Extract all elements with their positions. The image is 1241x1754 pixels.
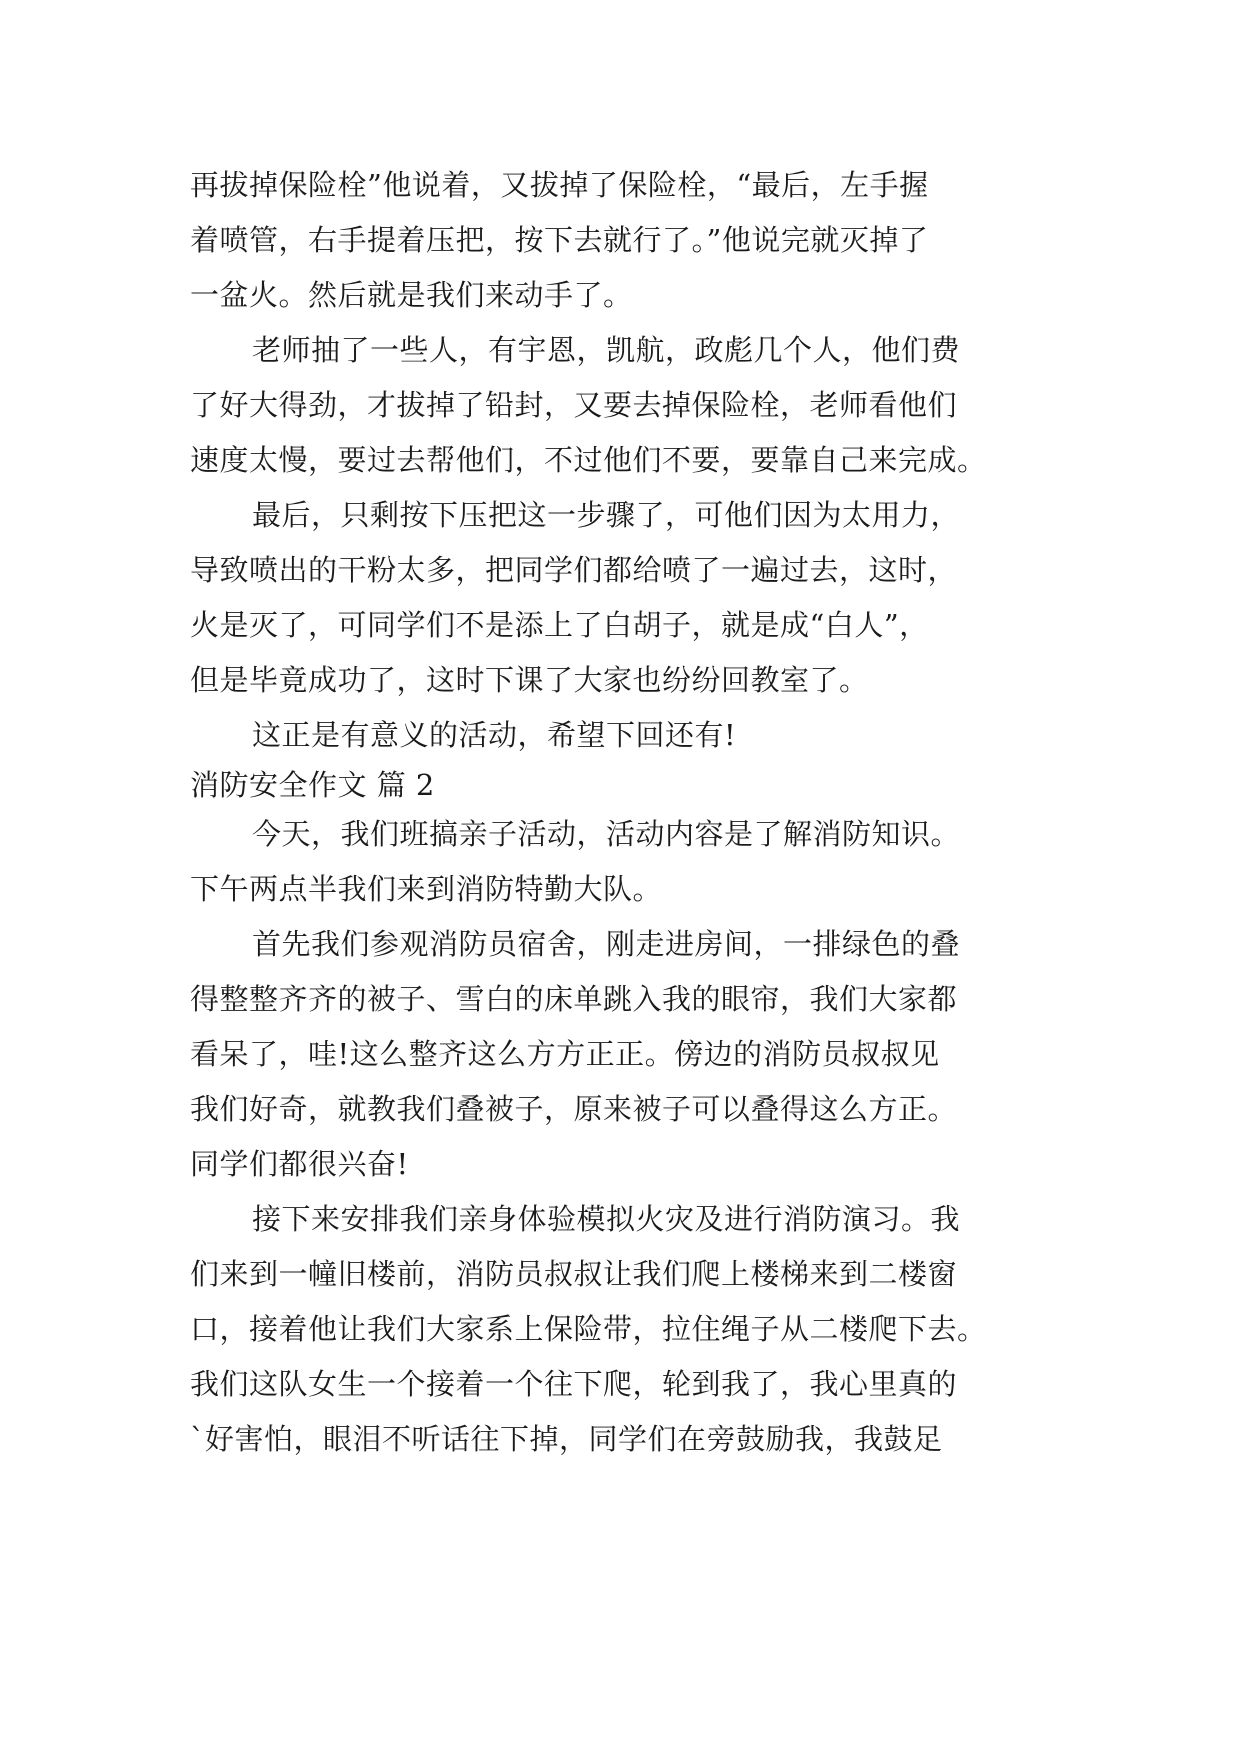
text-line: 今天，我们班搞亲子活动，活动内容是了解消防知识。 xyxy=(252,817,961,851)
text-line: 最后，只剩按下压把这一步骤了，可他们因为太用力， xyxy=(252,498,961,532)
text-line: 首先我们参观消防员宿舍，刚走进房间，一排绿色的叠 xyxy=(252,927,961,961)
text-line: 我们这队女生一个接着一个往下爬，轮到我了，我心里真的 xyxy=(190,1367,958,1401)
text-line: 导致喷出的干粉太多，把同学们都给喷了一遍过去，这时， xyxy=(190,553,958,587)
paragraph xyxy=(190,708,1060,763)
text-line: 看呆了，哇!这么整齐这么方方正正。傍边的消防员叔叔见 xyxy=(190,1037,940,1071)
text-line: 们来到一幢旧楼前，消防员叔叔让我们爬上楼梯来到二楼窗 xyxy=(190,1257,958,1291)
text-line: `好害怕，眼泪不听话往下掉，同学们在旁鼓励我，我鼓足 xyxy=(190,1422,943,1456)
paragraph xyxy=(190,1192,1060,1467)
document-body xyxy=(190,158,1060,1467)
paragraph xyxy=(190,917,1060,1192)
text-line: 得整整齐齐的被子、雪白的床单跳入我的眼帘，我们大家都 xyxy=(190,982,958,1016)
paragraph xyxy=(190,323,1060,488)
section-heading-text: 消防安全作文 篇 2 xyxy=(190,768,435,802)
text-line: 我们好奇，就教我们叠被子，原来被子可以叠得这么方正。 xyxy=(190,1092,958,1126)
text-line: 下午两点半我们来到消防特勤大队。 xyxy=(190,872,663,906)
text-line: 火是灭了，可同学们不是添上了白胡子，就是成“白人”， xyxy=(190,608,929,642)
section-heading xyxy=(190,763,1060,807)
text-line: 一盆火。然后就是我们来动手了。 xyxy=(190,278,633,312)
text-line: 着喷管，右手提着压把，按下去就行了。”他说完就灭掉了 xyxy=(190,223,929,257)
text-line: 了好大得劲，才拔掉了铅封，又要去掉保险栓，老师看他们 xyxy=(190,388,958,422)
text-line: 同学们都很兴奋! xyxy=(190,1147,409,1181)
text-line: 口，接着他让我们大家系上保险带，拉住绳子从二楼爬下去。 xyxy=(190,1312,987,1346)
text-line: 老师抽了一些人，有宇恩，凯航，政彪几个人，他们费 xyxy=(252,333,961,367)
text-line: 再拔掉保险栓”他说着，又拔掉了保险栓，“最后，左手握 xyxy=(190,168,929,202)
paragraph xyxy=(190,807,1060,917)
text-line: 这正是有意义的活动，希望下回还有! xyxy=(252,718,737,752)
text-line: 接下来安排我们亲身体验模拟火灾及进行消防演习。我 xyxy=(252,1202,961,1236)
text-line: 速度太慢，要过去帮他们，不过他们不要，要靠自己来完成。 xyxy=(190,443,987,477)
text-line: 但是毕竟成功了，这时下课了大家也纷纷回教室了。 xyxy=(190,663,869,697)
paragraph xyxy=(190,488,1060,708)
paragraph xyxy=(190,158,1060,323)
